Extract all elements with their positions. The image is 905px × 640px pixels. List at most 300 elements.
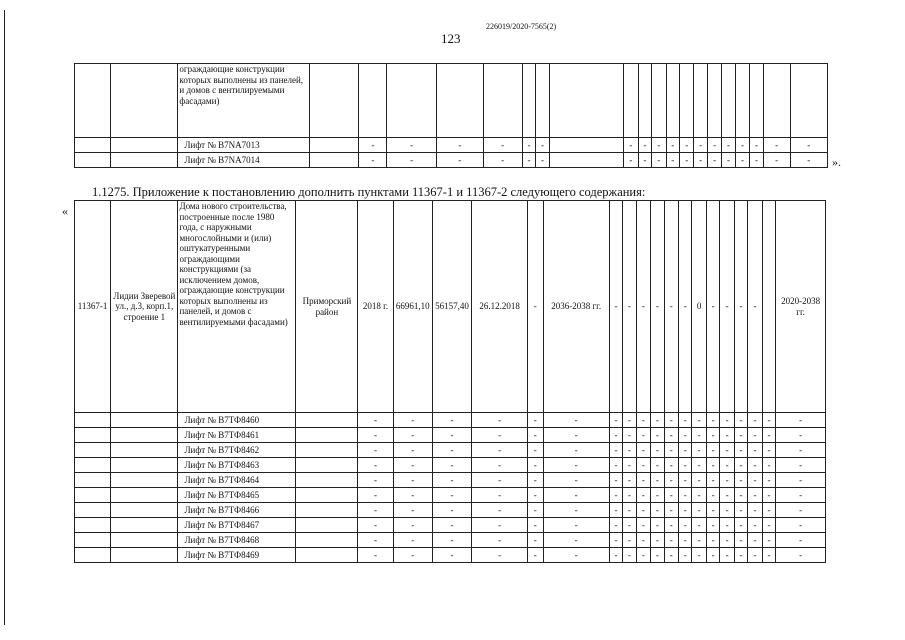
table-cell: -	[432, 413, 471, 428]
table-cell: -	[734, 428, 747, 443]
table-cell: -	[609, 413, 622, 428]
table-cell: -	[692, 428, 706, 443]
table-cell: -	[543, 503, 609, 518]
table-row	[75, 533, 826, 548]
table-cell: -	[706, 428, 719, 443]
table-cell: -	[543, 473, 609, 488]
table-cell	[111, 413, 178, 428]
table-cell: -	[706, 458, 719, 473]
table-cell	[75, 458, 111, 473]
table-cell	[75, 518, 111, 533]
table-cell: -	[679, 533, 692, 548]
table-cell: -	[664, 518, 678, 533]
table-cell	[309, 153, 359, 168]
table-cell: -	[706, 413, 719, 428]
table-cell	[111, 533, 178, 548]
table-cell: -	[720, 488, 734, 503]
table-cell	[296, 413, 358, 428]
table-cell: -	[720, 458, 734, 473]
table-cell: -	[679, 458, 692, 473]
table-cell: -	[432, 548, 471, 563]
table-cell: -	[734, 533, 747, 548]
table-cell: -	[483, 153, 522, 168]
lift-label: Лифт № В7ТФ8469	[178, 548, 296, 563]
table-cell: -	[748, 413, 762, 428]
table-cell	[436, 64, 483, 138]
table-cell: -	[528, 503, 544, 518]
table-cell: -	[748, 533, 762, 548]
table-cell: -	[483, 138, 522, 153]
table-cell: -	[393, 443, 432, 458]
table-cell: -	[651, 548, 664, 563]
table-cell: -	[664, 503, 678, 518]
main-record-row	[75, 201, 826, 413]
table-cell: -	[679, 443, 692, 458]
table-cell: -	[748, 428, 762, 443]
table-cell: -	[651, 518, 664, 533]
table-cell	[75, 473, 111, 488]
table-cell: -	[609, 518, 622, 533]
table-cell: -	[763, 153, 790, 168]
table-cell: -	[720, 413, 734, 428]
table-cell	[111, 443, 178, 458]
table-cell: -	[623, 458, 636, 473]
table-cell: -	[664, 473, 678, 488]
table-cell	[522, 64, 535, 138]
table-cell: -	[387, 153, 437, 168]
table-cell: -	[734, 518, 747, 533]
table-cell: -	[776, 443, 826, 458]
table-cell: -	[359, 138, 387, 153]
table-cell: -	[762, 428, 775, 443]
table-cell: -	[651, 473, 664, 488]
table-cell: -	[609, 548, 622, 563]
table-cell: -	[706, 488, 719, 503]
table-cell: -	[472, 428, 528, 443]
table-cell: -	[436, 153, 483, 168]
table-cell: -	[472, 413, 528, 428]
table-cell: -	[679, 153, 693, 168]
table-cell: -	[472, 533, 528, 548]
table-cell: -	[651, 201, 664, 413]
table-cell: -	[528, 413, 544, 428]
table-cell: -	[720, 503, 734, 518]
inspection-date: 26.12.2018	[472, 201, 528, 413]
table-cell	[549, 64, 623, 138]
table-row	[75, 473, 826, 488]
table-cell: -	[679, 413, 692, 428]
table-cell	[296, 428, 358, 443]
lift-label: Лифт № В7ТФ8462	[178, 443, 296, 458]
table-cell: -	[393, 413, 432, 428]
lift-label: Лифт № В7ТФ8460	[178, 413, 296, 428]
page-edge-line	[4, 10, 5, 625]
table-cell: -	[358, 548, 393, 563]
table-cell	[75, 548, 111, 563]
document-id: 226019/2020-7565(2)	[486, 22, 557, 31]
table-cell	[679, 64, 693, 138]
table-cell: -	[359, 153, 387, 168]
continued-table	[74, 63, 828, 168]
table-cell: -	[638, 138, 651, 153]
table-cell: -	[393, 533, 432, 548]
table-cell: -	[651, 458, 664, 473]
table-cell: -	[358, 428, 393, 443]
table-cell: -	[623, 428, 636, 443]
table-cell: -	[706, 443, 719, 458]
table-cell: -	[706, 503, 719, 518]
table-row	[75, 413, 826, 428]
address: Лидии Зверевой ул., д.3, корп.1, строение 1	[111, 201, 178, 413]
table-cell: -	[664, 488, 678, 503]
table-cell: -	[734, 443, 747, 458]
lift-label: Лифт № В7ТФ8468	[178, 533, 296, 548]
table-cell: -	[762, 548, 775, 563]
table-row	[75, 153, 828, 168]
table-cell: -	[543, 458, 609, 473]
table-cell	[296, 518, 358, 533]
table-cell	[483, 64, 522, 138]
table-cell: -	[734, 201, 747, 413]
table-cell: -	[692, 503, 706, 518]
table-cell: -	[358, 533, 393, 548]
table-row	[75, 518, 826, 533]
table-cell: -	[664, 428, 678, 443]
table-cell: -	[651, 488, 664, 503]
table-cell: -	[776, 548, 826, 563]
table-cell: -	[748, 503, 762, 518]
table-cell: -	[692, 533, 706, 548]
table-cell	[549, 153, 623, 168]
table-cell: -	[609, 488, 622, 503]
table-cell: -	[652, 138, 666, 153]
closing-quote: ».	[832, 155, 841, 169]
table-cell: -	[393, 488, 432, 503]
table-cell: -	[624, 138, 638, 153]
table-cell: -	[636, 518, 650, 533]
district: Приморский район	[296, 201, 358, 413]
table-cell: -	[636, 473, 650, 488]
table-cell: -	[722, 138, 735, 153]
table-cell: -	[734, 458, 747, 473]
table-cell	[296, 458, 358, 473]
table-cell: -	[706, 548, 719, 563]
table-cell: -	[720, 548, 734, 563]
table-cell: -	[636, 503, 650, 518]
table-cell: -	[776, 533, 826, 548]
table-cell	[296, 548, 358, 563]
table-cell: -	[707, 138, 721, 153]
table-cell: -	[528, 548, 544, 563]
table-cell: -	[762, 518, 775, 533]
table-row	[75, 138, 828, 153]
table-cell: -	[734, 503, 747, 518]
lift-label: Лифт № В7ТФ8465	[178, 488, 296, 503]
table-cell	[762, 201, 775, 413]
table-cell	[309, 138, 359, 153]
table-cell	[296, 473, 358, 488]
table-cell: -	[734, 473, 747, 488]
table-cell: -	[762, 533, 775, 548]
table-cell	[75, 503, 111, 518]
table-cell: -	[706, 518, 719, 533]
table-cell: -	[522, 138, 535, 153]
table-cell: -	[664, 458, 678, 473]
total-area: 66961,10	[393, 201, 432, 413]
table-cell: -	[706, 473, 719, 488]
table-cell: -	[720, 518, 734, 533]
table-cell: -	[748, 443, 762, 458]
table-cell: -	[750, 153, 763, 168]
table-cell	[652, 64, 666, 138]
table-cell: -	[636, 548, 650, 563]
table-cell: -	[706, 533, 719, 548]
table-row	[75, 443, 826, 458]
table-cell: -	[651, 503, 664, 518]
table-cell: -	[623, 201, 636, 413]
table-cell: -	[679, 473, 692, 488]
table-cell: -	[543, 518, 609, 533]
table-cell: -	[609, 201, 622, 413]
table-cell: -	[748, 488, 762, 503]
table-cell	[111, 64, 178, 138]
table-cell: -	[543, 413, 609, 428]
table-cell: -	[432, 533, 471, 548]
table-cell	[111, 548, 178, 563]
table-cell: -	[636, 201, 650, 413]
table-cell: -	[692, 458, 706, 473]
table-cell: -	[722, 153, 735, 168]
table-cell	[75, 153, 111, 168]
table-cell: -	[528, 518, 544, 533]
table-cell: -	[651, 443, 664, 458]
table-row	[75, 458, 826, 473]
table-cell	[624, 64, 638, 138]
table-row	[75, 64, 828, 138]
final-period: 2020-2038 гг.	[776, 201, 826, 413]
table-cell: -	[735, 138, 749, 153]
table-cell: -	[358, 488, 393, 503]
table-cell: -	[748, 518, 762, 533]
table-cell: -	[358, 443, 393, 458]
table-cell: -	[609, 443, 622, 458]
table-cell	[111, 473, 178, 488]
table-cell	[666, 64, 679, 138]
table-row	[75, 548, 826, 563]
table-cell: -	[432, 443, 471, 458]
table-cell: -	[623, 413, 636, 428]
table-cell: -	[666, 138, 679, 153]
table-cell: -	[762, 503, 775, 518]
table-cell: -	[692, 488, 706, 503]
table-cell: -	[472, 488, 528, 503]
table-cell	[536, 64, 549, 138]
table-cell: -	[748, 548, 762, 563]
table-cell: -	[432, 518, 471, 533]
table-cell: -	[636, 488, 650, 503]
table-cell	[296, 533, 358, 548]
table-cell: -	[776, 413, 826, 428]
table-cell: -	[694, 153, 707, 168]
table-row	[75, 488, 826, 503]
table-cell: -	[432, 473, 471, 488]
table-cell: -	[692, 413, 706, 428]
table-cell: -	[436, 138, 483, 153]
table-cell: -	[393, 503, 432, 518]
table-cell: -	[358, 473, 393, 488]
table-cell: -	[543, 548, 609, 563]
table-cell: -	[679, 201, 692, 413]
table-cell	[75, 413, 111, 428]
table-cell	[296, 503, 358, 518]
table1-description: ограждающие конструкции которых выполнены из панелей, и домов с вентилируемыми фасадами)	[178, 64, 309, 138]
table-cell: -	[528, 443, 544, 458]
table-cell: -	[706, 201, 719, 413]
table-cell	[694, 64, 707, 138]
table-cell: -	[528, 473, 544, 488]
table-cell: -	[762, 413, 775, 428]
table-cell	[75, 428, 111, 443]
table-cell: -	[748, 458, 762, 473]
table-cell	[296, 488, 358, 503]
table-cell: -	[636, 413, 650, 428]
table-cell	[111, 488, 178, 503]
table-cell: -	[623, 488, 636, 503]
year-built: 2018 г.	[358, 201, 393, 413]
table-cell: -	[543, 428, 609, 443]
table-cell: -	[735, 153, 749, 168]
table-cell: -	[720, 533, 734, 548]
table-cell: -	[692, 518, 706, 533]
table-cell: -	[734, 488, 747, 503]
table-cell: -	[763, 138, 790, 153]
table-cell	[296, 443, 358, 458]
table-cell: -	[432, 488, 471, 503]
table-cell: -	[623, 518, 636, 533]
table-cell: -	[651, 413, 664, 428]
table-cell	[549, 138, 623, 153]
table-cell: -	[636, 458, 650, 473]
table-cell: -	[358, 458, 393, 473]
table-cell: -	[679, 503, 692, 518]
table-cell: -	[609, 458, 622, 473]
table-cell: -	[692, 443, 706, 458]
table-cell: -	[609, 428, 622, 443]
table-cell: -	[651, 428, 664, 443]
table-cell: -	[790, 153, 827, 168]
table-cell: -	[636, 533, 650, 548]
table-cell: -	[543, 533, 609, 548]
table-cell	[111, 458, 178, 473]
table-cell: -	[748, 473, 762, 488]
table-cell	[722, 64, 735, 138]
table-cell	[790, 64, 827, 138]
table-cell: -	[707, 153, 721, 168]
table-cell	[75, 488, 111, 503]
table-cell: -	[543, 443, 609, 458]
table-cell: -	[393, 458, 432, 473]
table-cell: -	[543, 488, 609, 503]
table-cell: -	[734, 413, 747, 428]
table-cell: -	[762, 488, 775, 503]
table-cell: -	[609, 473, 622, 488]
table-cell: -	[536, 153, 549, 168]
table-cell: -	[528, 488, 544, 503]
table-cell	[763, 64, 790, 138]
table-cell: -	[679, 518, 692, 533]
table-cell: -	[720, 443, 734, 458]
table-cell: -	[679, 548, 692, 563]
table-cell: -	[623, 533, 636, 548]
opening-quote: «	[62, 204, 68, 218]
table-cell: -	[623, 473, 636, 488]
table-cell: -	[472, 473, 528, 488]
table-cell	[111, 503, 178, 518]
lift-label: Лифт № В7ТФ8461	[178, 428, 296, 443]
table-cell: -	[652, 153, 666, 168]
table-cell: -	[776, 518, 826, 533]
lift-label: Лифт № В7ТФ8467	[178, 518, 296, 533]
table-cell: -	[666, 153, 679, 168]
table-cell: -	[734, 548, 747, 563]
table-cell: -	[776, 503, 826, 518]
lift-label: Лифт № В7ТФ8463	[178, 458, 296, 473]
table-cell: -	[776, 428, 826, 443]
table-cell: -	[636, 428, 650, 443]
table-cell: -	[623, 443, 636, 458]
table-cell: -	[609, 503, 622, 518]
table-cell: -	[664, 413, 678, 428]
table-cell	[111, 428, 178, 443]
table-cell	[75, 64, 111, 138]
lift-label: Лифт № В7NA7014	[178, 153, 309, 168]
table-cell: -	[762, 458, 775, 473]
table-cell	[111, 518, 178, 533]
table-cell: -	[432, 458, 471, 473]
table-cell: -	[358, 518, 393, 533]
table-cell: -	[472, 458, 528, 473]
table-cell	[750, 64, 763, 138]
table-cell: -	[393, 473, 432, 488]
new-items-table	[74, 200, 826, 563]
table-cell: -	[536, 138, 549, 153]
table-cell: -	[679, 138, 693, 153]
table-cell: -	[651, 533, 664, 548]
living-area: 56157,40	[432, 201, 471, 413]
table-cell: -	[623, 503, 636, 518]
table-cell: -	[692, 548, 706, 563]
table-cell: -	[679, 428, 692, 443]
table-cell: -	[472, 518, 528, 533]
table-cell: -	[358, 503, 393, 518]
table-cell: -	[692, 473, 706, 488]
table-cell: -	[522, 153, 535, 168]
table-cell: -	[528, 201, 544, 413]
table-cell	[75, 138, 111, 153]
table-cell: -	[750, 138, 763, 153]
table-cell	[309, 64, 359, 138]
table-cell: -	[776, 458, 826, 473]
table-cell: -	[720, 428, 734, 443]
page-number: 123	[441, 31, 461, 46]
table-cell	[111, 138, 178, 153]
lift-label: Лифт № В7NA7013	[178, 138, 309, 153]
table-cell: -	[664, 201, 678, 413]
table-cell: -	[623, 548, 636, 563]
table-cell	[638, 64, 651, 138]
table-cell: -	[393, 428, 432, 443]
table-cell: -	[432, 503, 471, 518]
